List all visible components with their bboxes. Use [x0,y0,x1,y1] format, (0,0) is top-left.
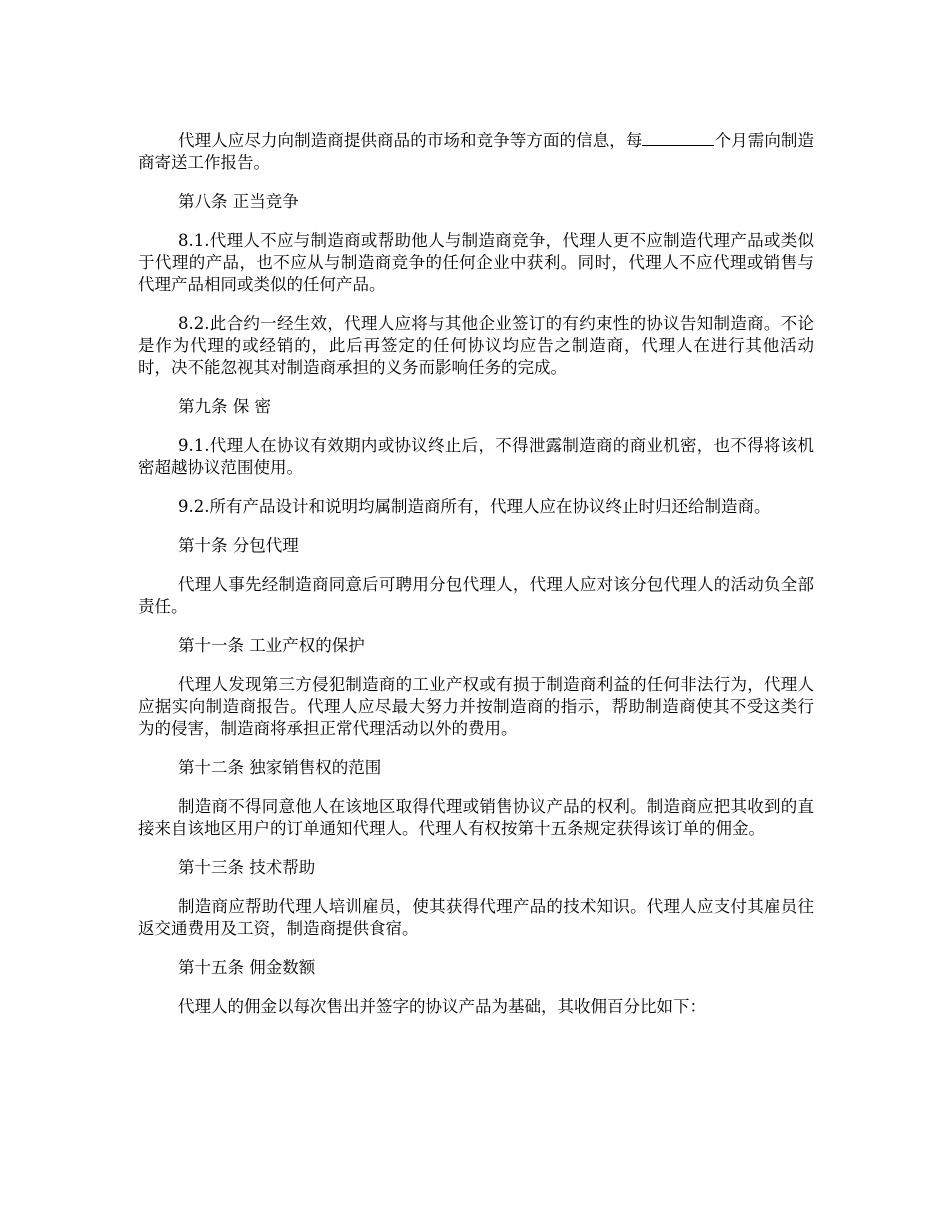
heading-article-11: 第十一条 工业产权的保护 [178,636,365,655]
text-segment: 代理人应尽力向制造商提供商品的市场和竞争等方面的信息，每 [178,131,643,150]
heading-article-8: 第八条 正当竞争 [178,192,299,211]
heading-article-9: 第九条 保 密 [178,397,271,416]
para-report-frequency [138,130,814,174]
para-11: 代理人发现第三方侵犯制造商的工业产权或有损于制造商利益的任何非法行为，代理人应据实向制造商报告。代理人应尽最大努力并按制造商的指示，帮助制造商使其不受这类行为的侵害，制造商将承担正常代理活动以外的费用。 [138,675,814,738]
para-8-2: 8.2.此合约一经生效，代理人应将与其他企业签订的有约束性的协议告知制造商。不论是作为代理的或经销的，此后再签定的任何协议均应告之制造商，代理人在进行其他活动时，决不能忽视其对制造商承担的义务而影响任务的完成。 [138,314,814,377]
para-10: 代理人事先经制造商同意后可聘用分包代理人，代理人应对该分包代理人的活动负全部责任。 [138,575,814,616]
para-9-2: 9.2.所有产品设计和说明均属制造商所有，代理人应在协议终止时归还给制造商。 [178,497,771,516]
document-page [138,130,814,1035]
fill-in-blank [642,131,714,146]
para-8-1: 8.1.代理人不应与制造商或帮助他人与制造商竞争，代理人更不应制造代理产品或类似于代理的产品，也不应从与制造商竞争的任何企业中获利。同时，代理人不应代理或销售与代理产品相同或类似的任何产品。 [138,231,814,294]
heading-article-12: 第十二条 独家销售权的范围 [178,758,382,777]
heading-article-10: 第十条 分包代理 [178,536,299,555]
para-12: 制造商不得同意他人在该地区取得代理或销售协议产品的权利。制造商应把其收到的直接来自该地区用户的订单通知代理人。代理人有权按第十五条规定获得该订单的佣金。 [138,797,814,838]
heading-article-15: 第十五条 佣金数额 [178,958,316,977]
text-segment: 个月需向制造商寄送工作报告。 [138,131,815,172]
para-15: 代理人的佣金以每次售出并签字的协议产品为基础，其收佣百分比如下： [178,997,706,1016]
para-9-1: 9.1.代理人在协议有效期内或协议终止后，不得泄露制造商的商业机密，也不得将该机密超越协议范围使用。 [138,436,814,477]
heading-article-13: 第十三条 技术帮助 [178,858,316,877]
para-13: 制造商应帮助代理人培训雇员，使其获得代理产品的技术知识。代理人应支付其雇员往返交通费用及工资，制造商提供食宿。 [138,897,814,938]
